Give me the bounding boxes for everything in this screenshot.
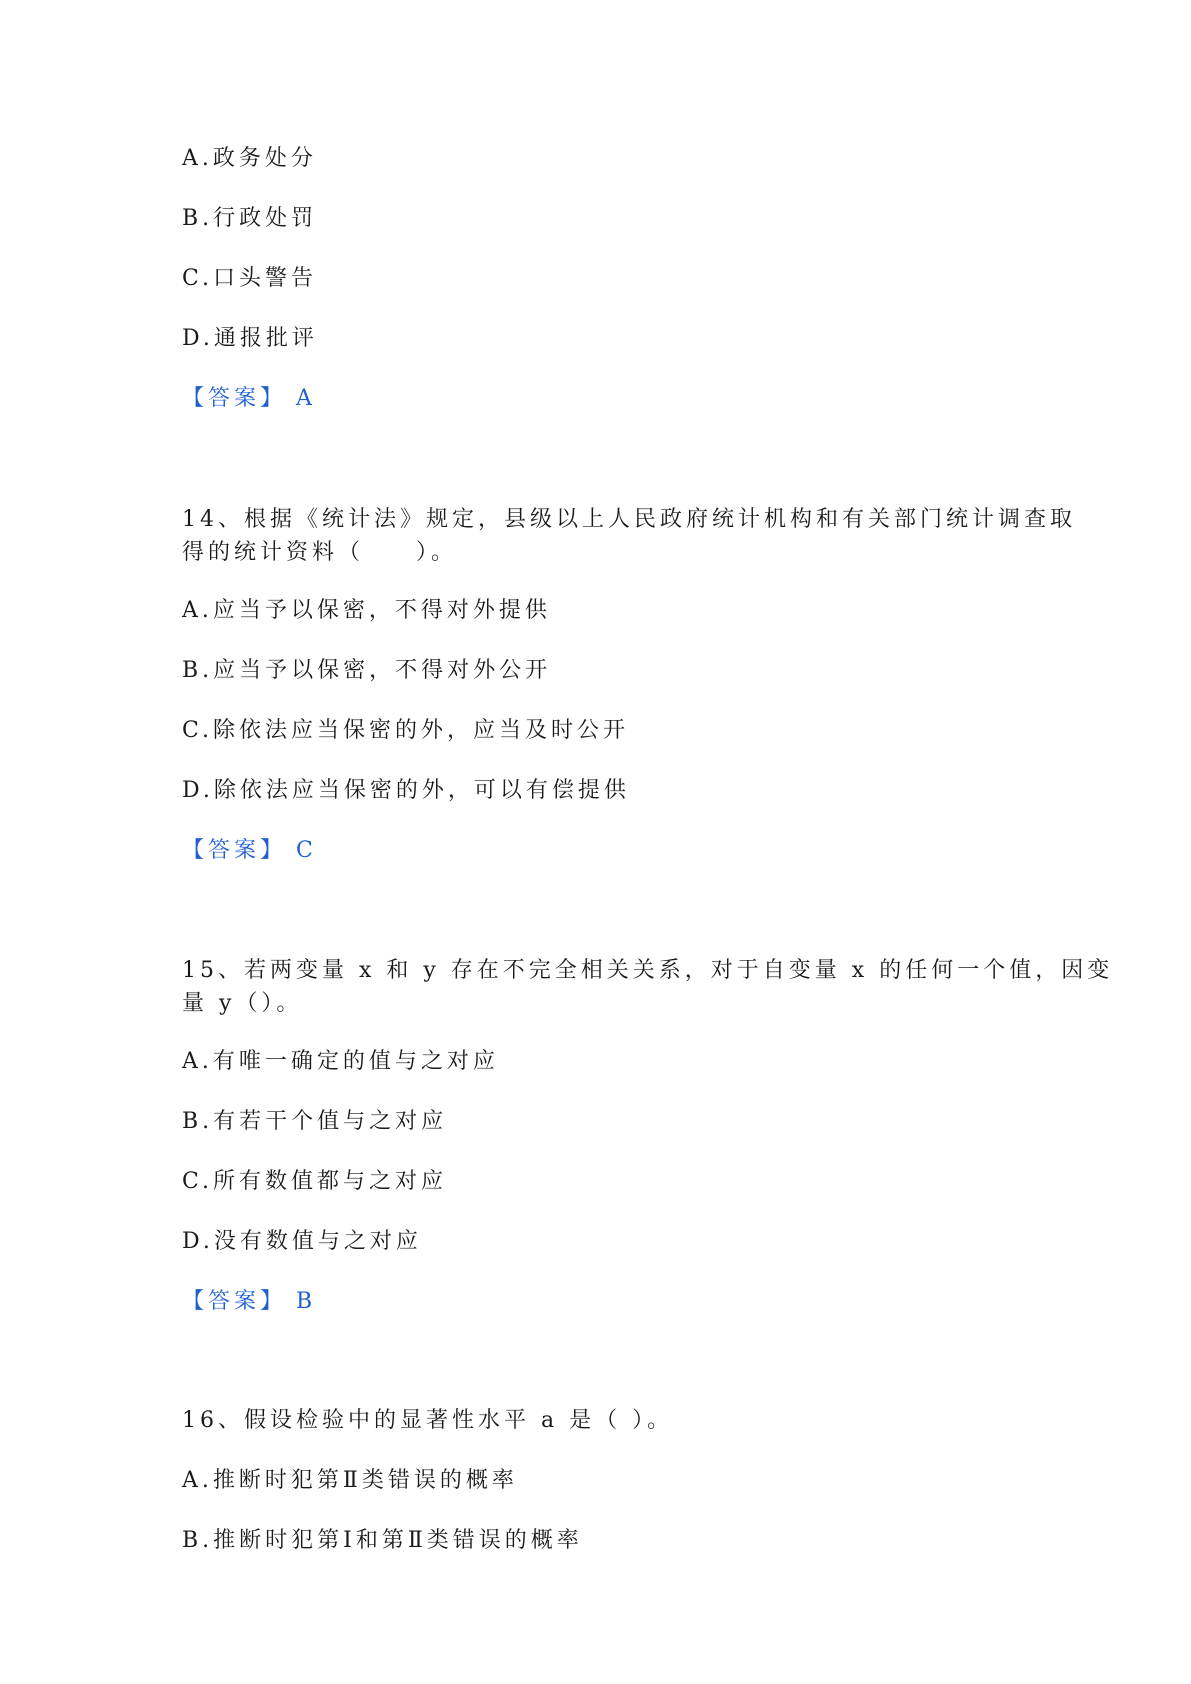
q15-stem-line-1: 15、若两变量 x 和 y 存在不完全相关关系，对于自变量 x 的任何一个值，因变: [182, 958, 1114, 983]
q14-option-c: C.除依法应当保密的外，应当及时公开: [182, 718, 630, 743]
answer-label: 【答案】: [182, 1289, 287, 1314]
q14-stem-line-2: 得的统计资料（ ）。: [182, 540, 458, 565]
q16-option-a: A.推断时犯第Ⅱ类错误的概率: [182, 1468, 518, 1493]
q14-option-d: D.除依法应当保密的外，可以有偿提供: [182, 778, 630, 803]
q13-answer: [182, 383, 316, 415]
q15-option-c: C.所有数值都与之对应: [182, 1169, 448, 1194]
q16-option-b: B.推断时犯第Ⅰ和第Ⅱ类错误的概率: [182, 1528, 583, 1553]
q13-option-b: B.行政处罚: [182, 206, 318, 231]
q14-option-b: B.应当予以保密，不得对外公开: [182, 658, 552, 683]
q15-option-b: B.有若干个值与之对应: [182, 1109, 448, 1134]
q14-option-a: A.应当予以保密，不得对外提供: [182, 598, 551, 623]
q14-answer: [182, 835, 317, 867]
answer-label: 【答案】: [182, 386, 287, 411]
q16-stem-line-1: 16、假设检验中的显著性水平 a 是（ ）。: [182, 1408, 674, 1433]
answer-value: A: [296, 386, 316, 411]
answer-value: C: [296, 838, 317, 863]
q14-stem-line-1: 14、根据《统计法》规定，县级以上人民政府统计机构和有关部门统计调查取: [182, 507, 1076, 532]
q15-option-a: A.有唯一确定的值与之对应: [182, 1049, 499, 1074]
q13-option-c: C.口头警告: [182, 266, 318, 291]
q15-answer: [182, 1286, 316, 1318]
q13-option-a: A.政务处分: [182, 146, 317, 171]
q13-option-d: D.通报批评: [182, 326, 318, 351]
q15-stem-line-2: 量 y（）。: [182, 991, 303, 1016]
answer-value: B: [296, 1289, 317, 1314]
q15-option-d: D.没有数值与之对应: [182, 1229, 422, 1254]
answer-label: 【答案】: [182, 838, 287, 863]
